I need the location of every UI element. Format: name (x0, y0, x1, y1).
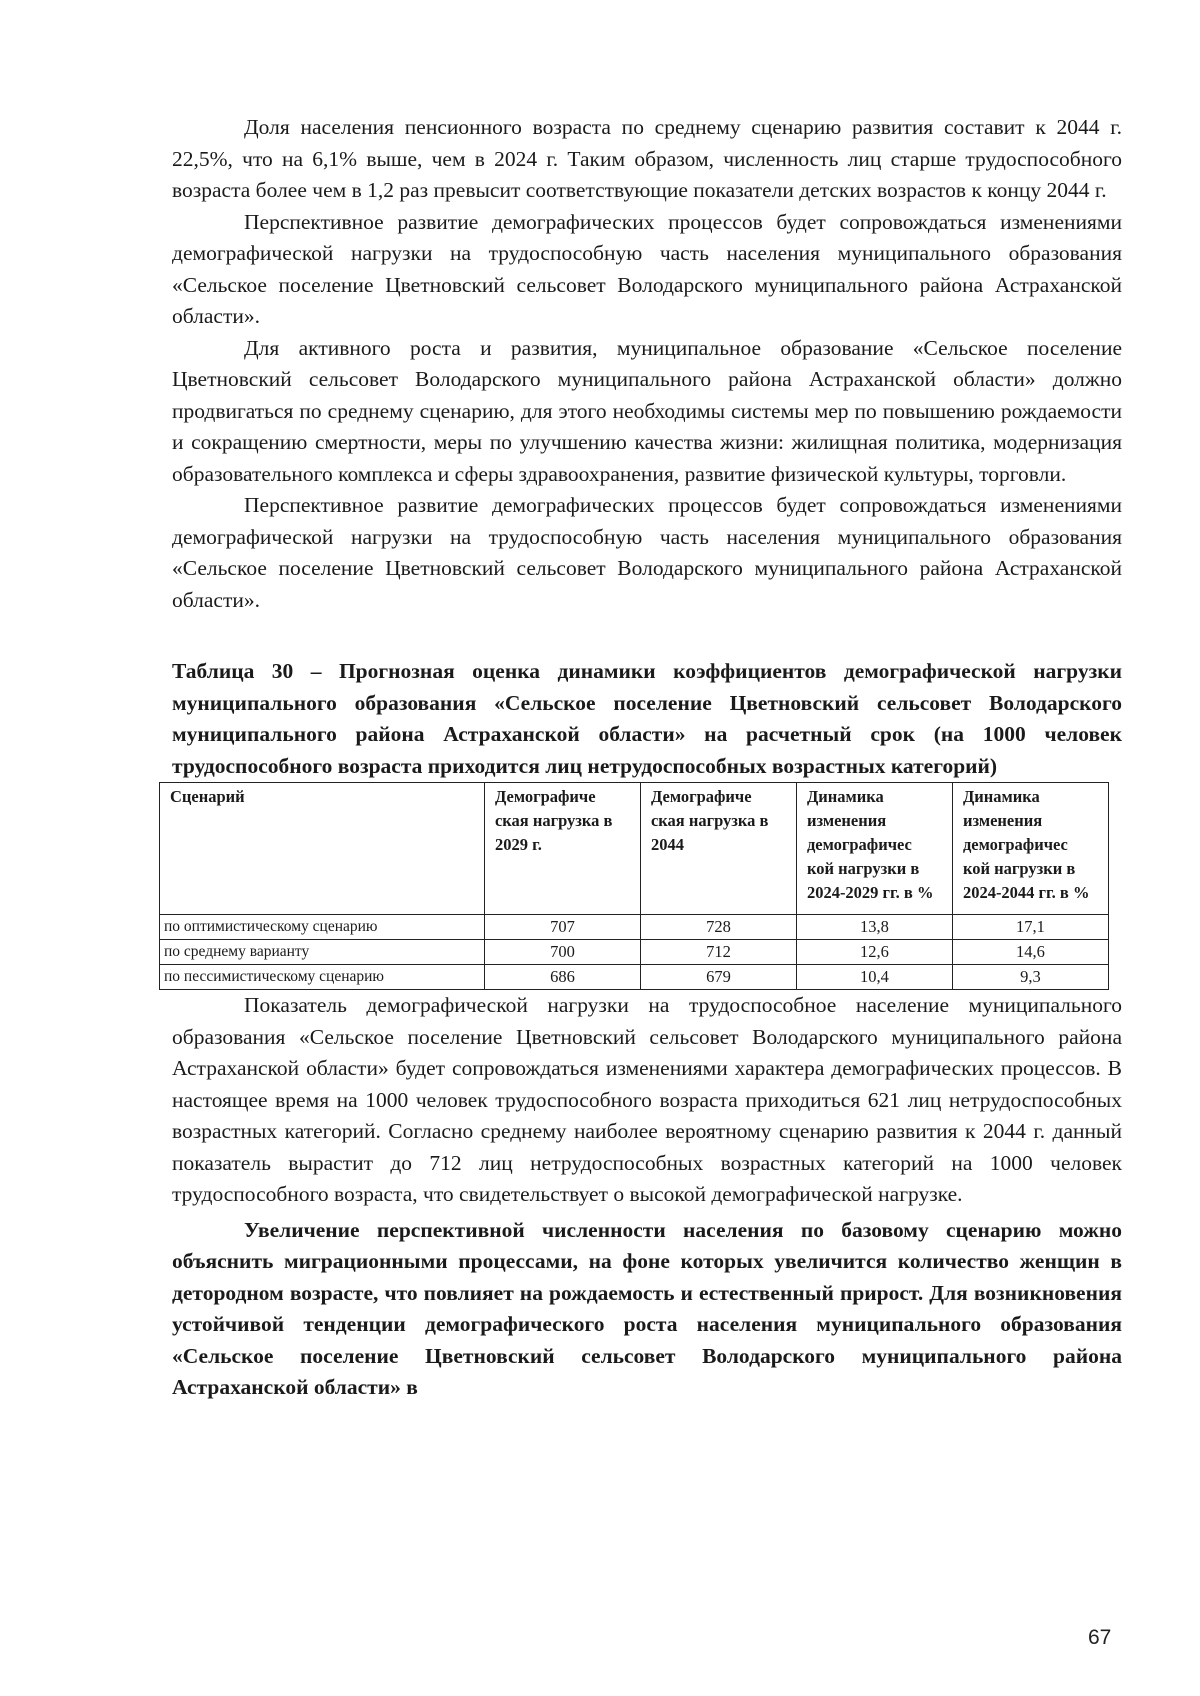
paragraph-migration-bold: Увеличение перспективной численности населения по базовому сценарию можно объяснить миграционными процессами, на фоне которых увеличится количество женщин в детородном возрасте, что повлияет на рождаемость и естественный прирост. Для возникновения устойчивой тенденции демографического роста населения муниципального образования «Сельское поселение Цветновский сельсовет Володарского муниципального района Астраханской области» в (172, 1217, 1122, 1399)
table-cell: 728 (640, 915, 796, 940)
table-cell-scenario: по среднему варианту (160, 940, 485, 965)
header-dynamics-2024-2029: Динамика изменения демографичес кой нагрузки в 2024-2029 гг. в % (796, 783, 952, 915)
table-row (160, 915, 1109, 940)
table-cell: 712 (640, 940, 796, 965)
header-load-2044: Демографиче ская нагрузка в 2044 (640, 783, 796, 915)
table-caption: Таблица 30 – Прогнозная оценка динамики коэффициентов демографической нагрузки муниципального образования «Сельское поселение Цветновский сельсовет Володарского муниципального района Астраханской области» на расчетный срок (на 1000 человек трудоспособного возраста приходится лиц нетрудоспособных возрастных категорий) (172, 659, 1122, 778)
table-row (160, 965, 1109, 990)
paragraph-active-growth: Для активного роста и развития, муниципальное образование «Сельское поселение Цветновский сельсовет Володарского муниципального района Астраханской области» должно продвигаться по среднему сценарию, для этого необходимы системы мер по повышению рождаемости и сокращению смертности, меры по улучшению качества жизни: жилищная политика, модернизация образовательного комплекса и сферы здравоохранения, развитие физической культуры, торговли. (172, 335, 1122, 486)
paragraph-load-indicator: Показатель демографической нагрузки на трудоспособное население муниципального образования «Сельское поселение Цветновский сельсовет Володарского муниципального района Астраханской области» будет сопровождаться изменениями характера демографических процессов. В настоящее время на 1000 человек трудоспособного возраста приходиться 621 лиц нетрудоспособных возрастных категорий. Согласно среднему наиболее вероятному сценарию развития к 2044 г. данный показатель вырастит до 712 лиц нетрудоспособных возрастных категорий на 1000 человек трудоспособного возраста, что свидетельствует о высокой демографической нагрузке. (172, 993, 1122, 1206)
header-scenario: Сценарий (160, 783, 485, 915)
table-cell: 707 (484, 915, 640, 940)
header-dynamics-2024-2044: Динамика изменения демографичес кой нагрузки в 2024-2044 гг. в % (952, 783, 1108, 915)
table-cell: 10,4 (796, 965, 952, 990)
document-page (164, 112, 1122, 1404)
table-cell: 686 (484, 965, 640, 990)
table-cell: 679 (640, 965, 796, 990)
table-cell-scenario: по пессимистическому сценарию (160, 965, 485, 990)
table-cell: 17,1 (952, 915, 1108, 940)
paragraph-pension-share: Доля населения пенсионного возраста по среднему сценарию развития составит к 2044 г. 22,5%, что на 6,1% выше, чем в 2024 г. Таким образом, численность лиц старше трудоспособного возраста более чем в 1,2 раз превысит соответствующие показатели детских возрастов к концу 2044 г. (172, 115, 1122, 202)
paragraph-demographic-load-2: Перспективное развитие демографических процессов будет сопровождаться изменениями демографической нагрузки на трудоспособную часть населения муниципального образования «Сельское поселение Цветновский сельсовет Володарского муниципального района Астраханской области». (172, 493, 1122, 612)
table-cell: 13,8 (796, 915, 952, 940)
table-row (160, 940, 1109, 965)
demographic-load-table (159, 782, 1109, 990)
table-cell: 12,6 (796, 940, 952, 965)
paragraph-demographic-load-1: Перспективное развитие демографических процессов будет сопровождаться изменениями демографической нагрузки на трудоспособную часть населения муниципального образования «Сельское поселение Цветновский сельсовет Володарского муниципального района Астраханской области». (172, 209, 1122, 328)
table-cell: 700 (484, 940, 640, 965)
header-load-2029: Демографиче ская нагрузка в 2029 г. (484, 783, 640, 915)
table-cell: 9,3 (952, 965, 1108, 990)
table-header-row (160, 783, 1109, 915)
page-number: 67 (1088, 1626, 1112, 1649)
table-cell: 14,6 (952, 940, 1108, 965)
table-cell-scenario: по оптимистическому сценарию (160, 915, 485, 940)
